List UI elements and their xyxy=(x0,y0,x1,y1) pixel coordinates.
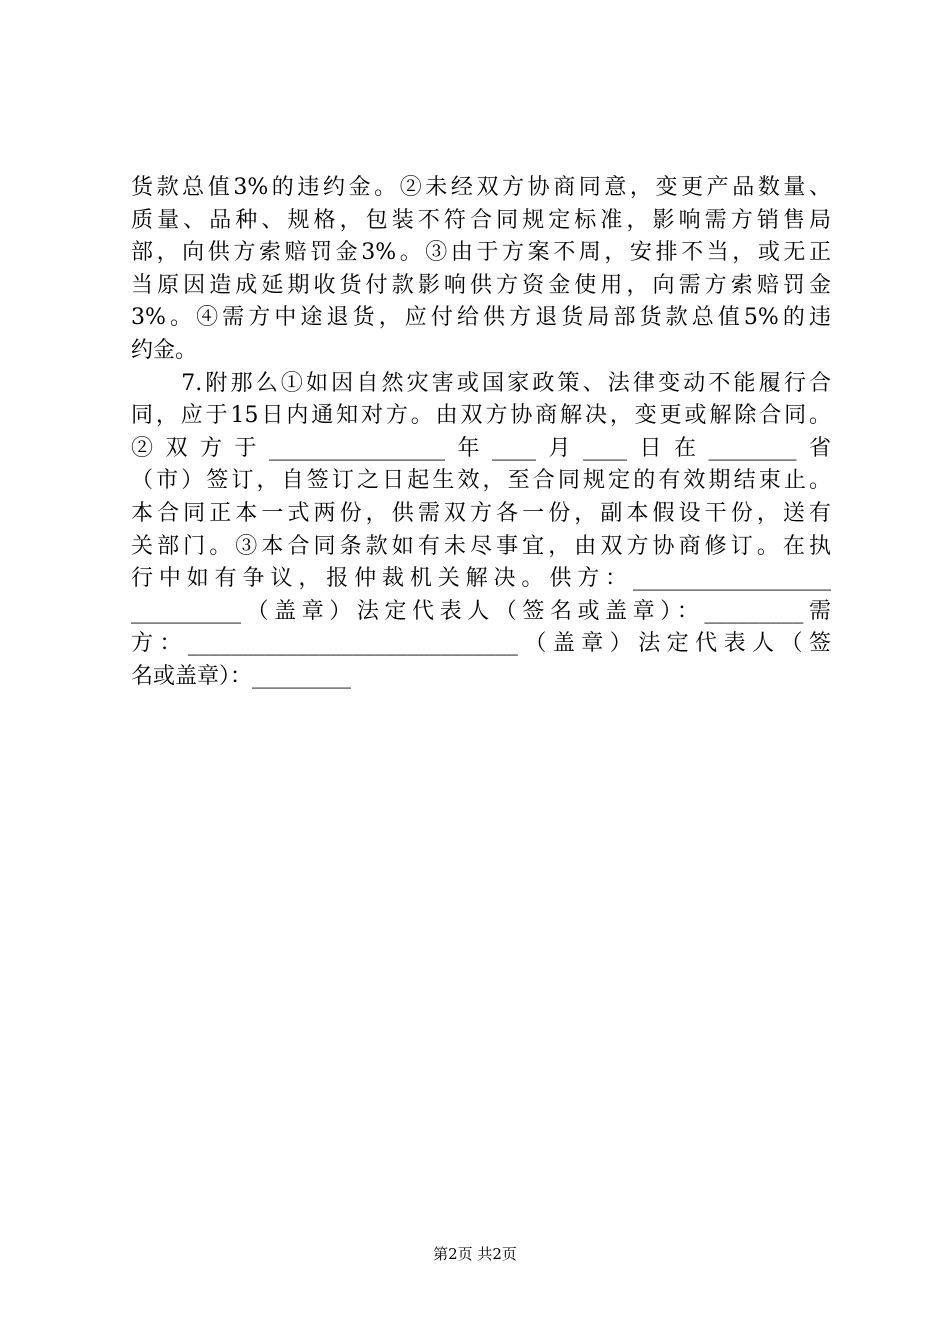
text-line: 关部门。③本合同条款如有未尽事宜，由双方协商修订。在执 xyxy=(131,533,831,559)
text-line: 约金。 xyxy=(131,337,198,363)
contract-body-text xyxy=(131,172,831,694)
text-line: 3%。④需方中途退货，应付给供方退货局部货款总值5%的违 xyxy=(131,305,831,331)
text-line: 部，向供方索赔罚金3%。③由于方案不周，安排不当，或无正 xyxy=(131,240,831,266)
text-line: 行中如有争议，报仲裁机关解决。供方：__________________ xyxy=(131,566,831,592)
text-line: 质量、品种、规格，包装不符合同规定标准，影响需方销售局 xyxy=(131,207,831,233)
text-line: 方：______________________________（盖章）法定代表人（签 xyxy=(131,631,831,657)
text-line: 名或盖章）：_________ xyxy=(131,663,352,689)
text-line: （市）签订，自签订之日起生效，至合同规定的有效期结束止。 xyxy=(131,468,831,494)
text-line: 同，应于15日内通知对方。由双方协商解决，变更或解除合同。 xyxy=(131,403,831,429)
text-line: 7.附那么①如因自然灾害或国家政策、法律变动不能履行合 xyxy=(131,370,831,396)
text-line: 货款总值3%的违约金。②未经双方协商同意，变更产品数量、 xyxy=(131,175,831,200)
text-line: 本合同正本一式两份，供需双方各一份，副本假设干份，送有 xyxy=(131,500,831,526)
text-line: ②双方于________________年____月____日在________省 xyxy=(131,435,831,461)
text-line: 当原因造成延期收货付款影响供方资金使用，向需方索赔罚金 xyxy=(131,272,831,298)
text-line: __________（盖章）法定代表人（签名或盖章）：_________需 xyxy=(131,598,831,624)
page-number: 第2页 共2页 xyxy=(433,1245,517,1263)
